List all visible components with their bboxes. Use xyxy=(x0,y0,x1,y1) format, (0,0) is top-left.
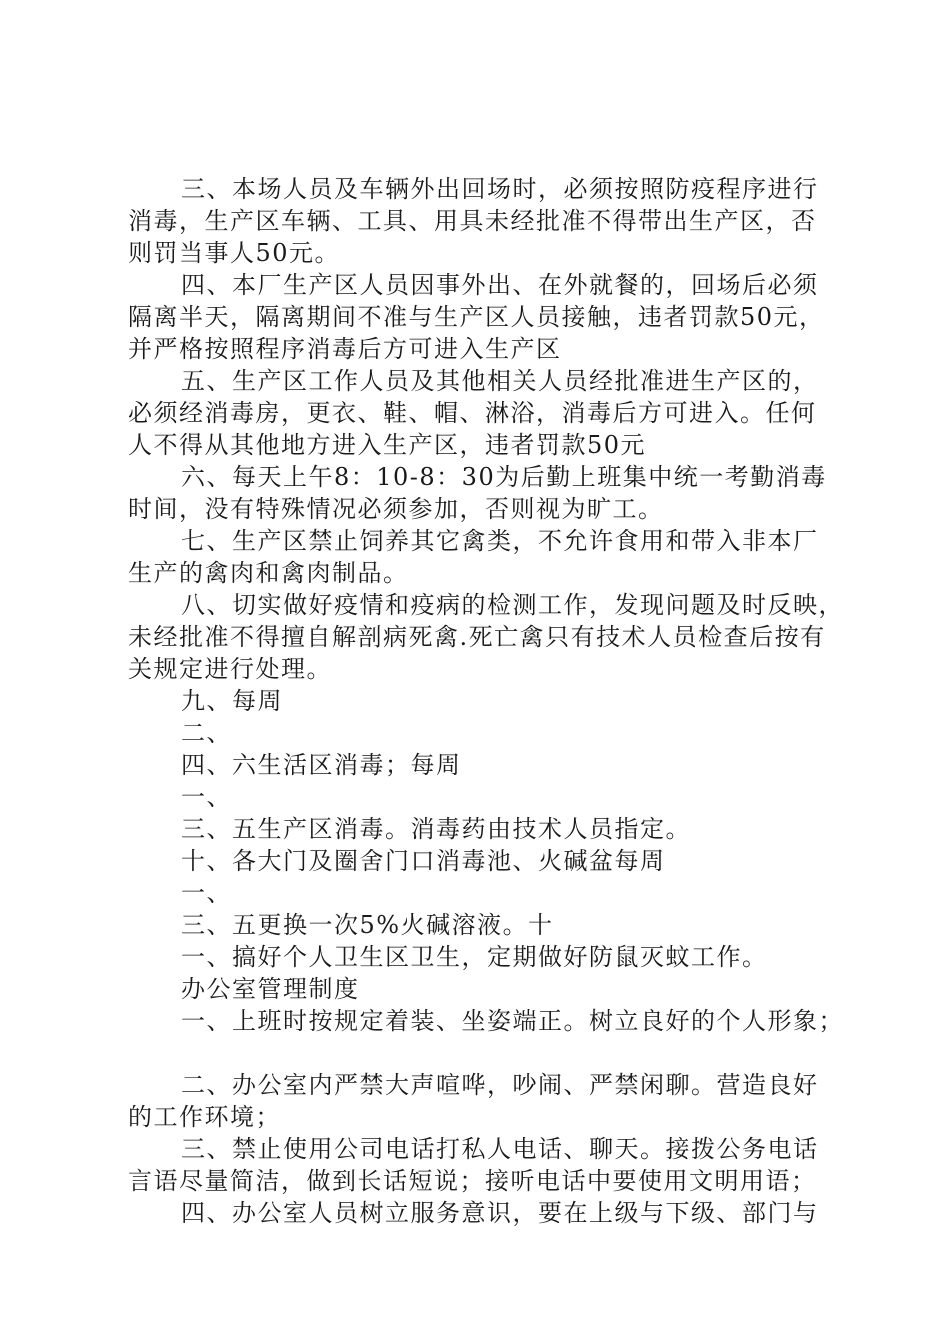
text-line: 隔离半天，隔离期间不准与生产区人员接触，违者罚款50元， xyxy=(128,303,825,331)
text-line: 时间，没有特殊情况必须参加，否则视为旷工。 xyxy=(128,495,664,523)
text-line: 一、 xyxy=(181,783,232,811)
text-line: 六、每天上午8：10-8：30为后勤上班集中统一考勤消毒 xyxy=(181,463,827,491)
text-line: 八、切实做好疫情和疫病的检测工作，发现问题及时反映， xyxy=(181,591,844,619)
document-body xyxy=(128,173,843,1229)
text-line: 二、 xyxy=(181,719,232,747)
text-line: 并严格按照程序消毒后方可进入生产区 xyxy=(128,335,562,363)
text-line: 一、上班时按规定着装、坐姿端正。树立良好的个人形象； xyxy=(181,1007,844,1035)
text-line: 言语尽量简洁，做到长话短说；接听电话中要使用文明用语； xyxy=(128,1167,817,1195)
text-line: 三、五更换一次5%火碱溶液。十 xyxy=(181,911,554,939)
text-line: 五、生产区工作人员及其他相关人员经批准进生产区的， xyxy=(181,367,819,395)
text-line: 三、五生产区消毒。消毒药由技术人员指定。 xyxy=(181,815,691,843)
text-line: 四、办公室人员树立服务意识，要在上级与下级、部门与 xyxy=(181,1199,819,1227)
blank-line xyxy=(128,1037,843,1069)
text-line: 的工作环境； xyxy=(128,1103,281,1131)
text-line: 办公室管理制度 xyxy=(181,975,360,1003)
text-line: 四、本厂生产区人员因事外出、在外就餐的，回场后必须 xyxy=(181,271,819,299)
text-line: 未经批准不得擅自解剖病死禽.死亡禽只有技术人员检查后按有 xyxy=(128,623,826,651)
text-line: 一、搞好个人卫生区卫生，定期做好防鼠灭蚊工作。 xyxy=(181,943,768,971)
text-line: 生产的禽肉和禽肉制品。 xyxy=(128,559,409,587)
text-line: 关规定进行处理。 xyxy=(128,655,332,683)
text-line: 七、生产区禁止饲养其它禽类，不允许食用和带入非本厂 xyxy=(181,527,819,555)
text-line: 消毒，生产区车辆、工具、用具未经批准不得带出生产区，否 xyxy=(128,207,817,235)
text-line: 十、各大门及圈舍门口消毒池、火碱盆每周 xyxy=(181,847,666,875)
text-line: 三、禁止使用公司电话打私人电话、聊天。接拨公务电话 xyxy=(181,1135,819,1163)
text-line: 二、办公室内严禁大声喧哗，吵闹、严禁闲聊。营造良好 xyxy=(181,1071,819,1099)
text-line: 九、每周 xyxy=(181,687,283,715)
text-line: 则罚当事人50元。 xyxy=(128,239,341,267)
text-line: 人不得从其他地方进入生产区，违者罚款50元 xyxy=(128,431,647,459)
text-line: 必须经消毒房，更衣、鞋、帽、淋浴，消毒后方可进入。任何 xyxy=(128,399,817,427)
text-line: 四、六生活区消毒；每周 xyxy=(181,751,462,779)
text-line: 一、 xyxy=(181,879,232,907)
text-line: 三、本场人员及车辆外出回场时，必须按照防疫程序进行 xyxy=(181,175,819,203)
